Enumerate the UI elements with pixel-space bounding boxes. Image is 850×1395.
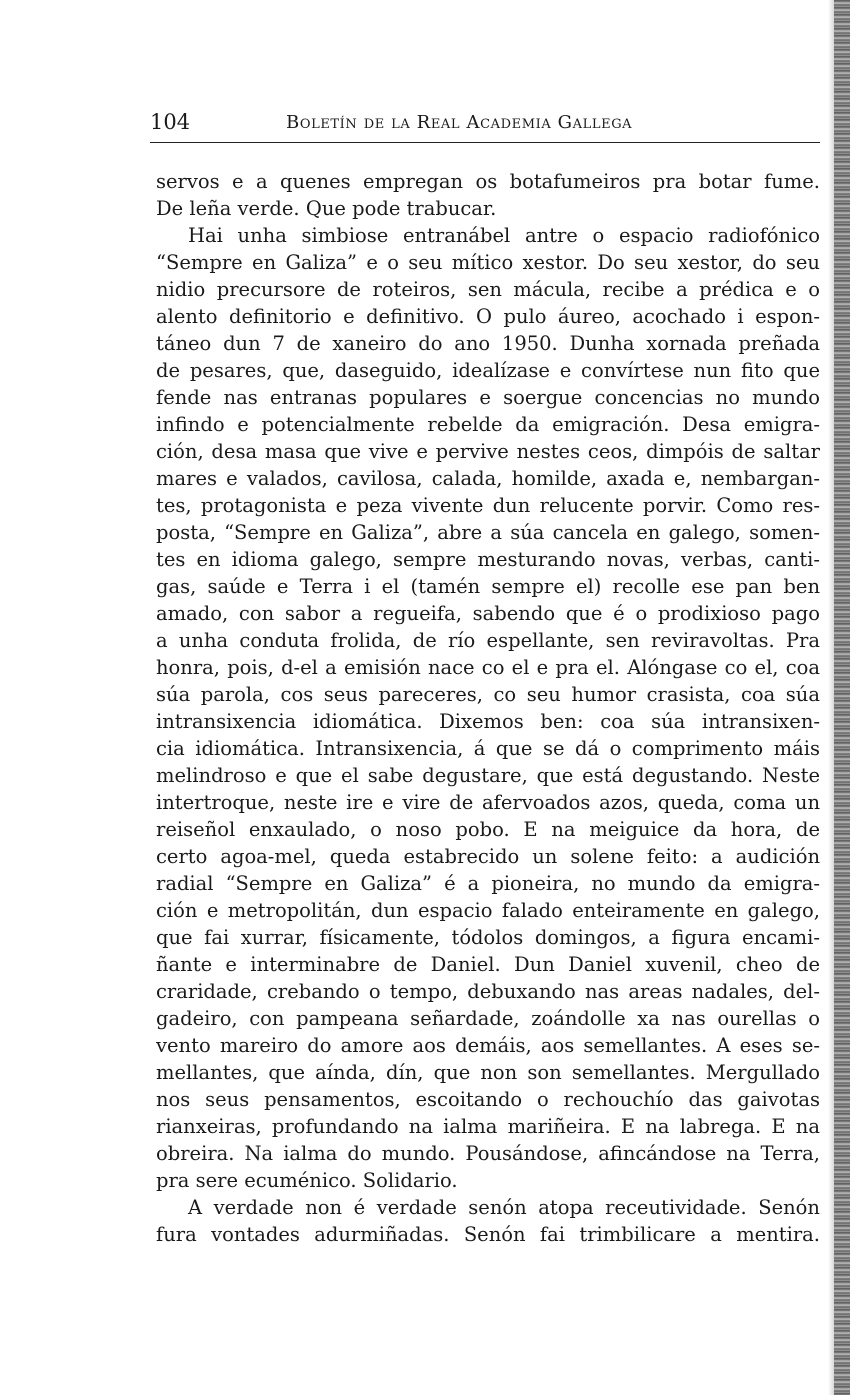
text-line: amado, con sabor a regueifa, sabendo que é o prodixioso pago bbox=[156, 602, 820, 625]
text-line: obreira. Na ialma do mundo. Pousándose, afincándose na Terra, bbox=[156, 1142, 820, 1165]
text-line: posta, “Sempre en Galiza”, abre a súa cancela en galego, somen- bbox=[156, 521, 820, 544]
text-line: infindo e potencialmente rebelde da emigración. Desa emigra- bbox=[156, 413, 820, 436]
text-line: fende nas entranas populares e soergue concencias no mundo bbox=[156, 386, 820, 409]
text-line: ción e metropolitán, dun espacio falado enteiramente en galego, bbox=[156, 899, 820, 922]
text-line: a unha conduta frolida, de río espellante, sen reviravoltas. Pra bbox=[156, 629, 820, 652]
text-line: nos seus pensamentos, escoitando o rechouchío das gaivotas bbox=[156, 1088, 820, 1111]
text-line: vento mareiro do amore aos demáis, aos semellantes. A eses se- bbox=[156, 1034, 820, 1057]
running-title: Boletín de la Real Academia Gallega bbox=[286, 112, 633, 133]
text-line: gadeiro, con pampeana señardade, zoándolle xa nas ourellas o bbox=[156, 1007, 820, 1030]
text-line: certo agoa-mel, queda estabrecido un solene feito: a audición bbox=[156, 845, 820, 868]
text-line: tes, protagonista e peza vivente dun relucente porvir. Como res- bbox=[156, 494, 820, 517]
text-line: rianxeiras, profundando na ialma mariñeira. E na labrega. E na bbox=[156, 1115, 820, 1138]
text-line: “Sempre en Galiza” e o seu mítico xestor. Do seu xestor, do seu bbox=[156, 251, 820, 274]
text-line: ción, desa masa que vive e pervive nestes ceos, dimpóis de saltar bbox=[156, 440, 820, 463]
text-line: De leña verde. Que pode trabucar. bbox=[156, 197, 497, 220]
page-header bbox=[150, 108, 820, 143]
text-line: nidio precursore de roteiros, sen mácula, recibe a prédica e o bbox=[156, 278, 820, 301]
text-line: ñante e interminabre de Daniel. Dun Daniel xuvenil, cheo de bbox=[156, 953, 820, 976]
text-line: cia idiomática. Intransixencia, á que se dá o comprimento máis bbox=[156, 737, 820, 760]
text-line: servos e a quenes empregan os botafumeiros pra botar fume. bbox=[156, 170, 820, 193]
text-line: melindroso e que el sabe degustare, que está degustando. Neste bbox=[156, 764, 820, 787]
text-line: A verdade non é verdade senón atopa receutividade. Senón bbox=[188, 1196, 820, 1219]
text-line: gas, saúde e Terra i el (tamén sempre el) recolle ese pan ben bbox=[156, 575, 820, 598]
text-line: intransixencia idiomática. Dixemos ben: coa súa intransixen- bbox=[156, 710, 820, 733]
page-number: 104 bbox=[150, 110, 191, 134]
text-line: radial “Sempre en Galiza” é a pioneira, no mundo da emigra- bbox=[156, 872, 820, 895]
text-line: fura vontades adurmiñadas. Senón fai trimbilicare a mentira. bbox=[156, 1223, 820, 1246]
text-line: mares e valados, cavilosa, calada, homilde, axada e, nembargan- bbox=[156, 467, 820, 490]
text-line: Hai unha simbiose entranábel antre o espacio radiofónico bbox=[188, 224, 820, 247]
text-line: súa parola, cos seus pareceres, co seu humor crasista, coa súa bbox=[156, 683, 820, 706]
text-line: reiseñol enxaulado, o noso pobo. E na meiguice da hora, de bbox=[156, 818, 820, 841]
body-text bbox=[156, 168, 820, 1248]
book-binding-edge bbox=[834, 0, 850, 1395]
text-line: alento definitorio e definitivo. O pulo áureo, acochado i espon- bbox=[156, 305, 820, 328]
text-line: intertroque, neste ire e vire de afervoados azos, queda, coma un bbox=[156, 791, 820, 814]
text-line: craridade, crebando o tempo, debuxando nas areas nadales, del- bbox=[156, 980, 820, 1003]
text-line: honra, pois, d-el a emisión nace co el e pra el. Alóngase co el, coa bbox=[156, 656, 820, 679]
text-line: táneo dun 7 de xaneiro do ano 1950. Dunha xornada preñada bbox=[156, 332, 820, 355]
text-line: pra sere ecuménico. Solidario. bbox=[156, 1169, 458, 1192]
text-line: tes en idioma galego, sempre mesturando novas, verbas, canti- bbox=[156, 548, 820, 571]
text-line: de pesares, que, daseguido, idealízase e convírtese nun fito que bbox=[156, 359, 820, 382]
text-line: mellantes, que aínda, dín, que non son semellantes. Mergullado bbox=[156, 1061, 820, 1084]
text-line: que fai xurrar, físicamente, tódolos domingos, a figura encami- bbox=[156, 926, 820, 949]
